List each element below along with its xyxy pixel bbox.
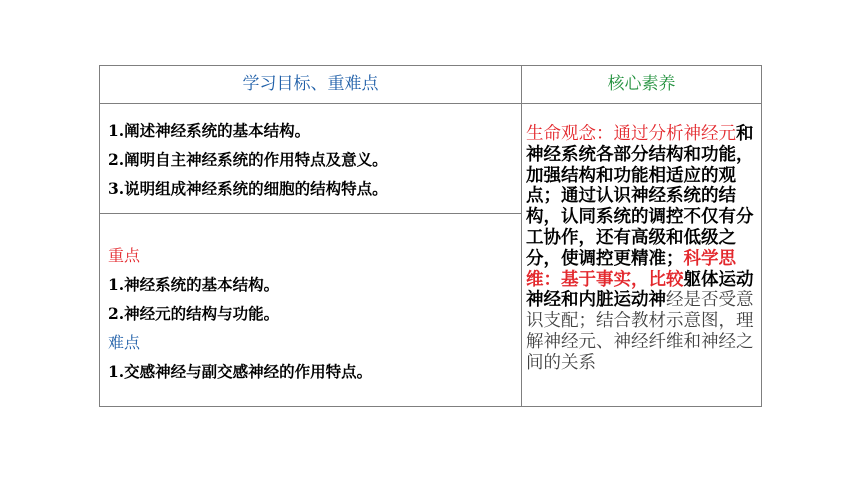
- life-concept-label: 生命观念：通过分析神经元: [526, 124, 736, 144]
- difficult-points-label: 难点: [108, 333, 141, 352]
- key-point-item: 1.神经系统的基本结构。: [108, 275, 280, 294]
- objectives-table: [99, 65, 762, 407]
- goal-item: 3.说明组成神经系统的细胞的结构特点。: [108, 179, 388, 198]
- key-points-label: 重点: [108, 246, 141, 265]
- learning-goals-list: [108, 116, 513, 203]
- goal-item: 2.阐明自主神经系统的作用特点及意义。: [108, 150, 388, 169]
- header-core-literacy: 核心素养: [607, 74, 676, 94]
- goals-divider: [100, 213, 521, 214]
- life-concept-body: 和神经系统各部分结构和功能，加强结构和功能相适应的观点；通过认识神经系统的结构，认同系统的调控不仅有分工协作，还有高级和低级之分，使调控更精准；: [526, 124, 754, 269]
- core-literacy-text: [526, 124, 762, 374]
- key-difficult-points: [108, 241, 513, 386]
- key-point-item: 2.神经元的结构与功能。: [108, 304, 280, 323]
- science-thinking-light: 经是否受意识支配；结合教材示意图，理解神经元、神经纤维和神经之间的关系: [526, 290, 754, 373]
- science-thinking-bold: 躯体运动神经和内脏运动神: [526, 269, 754, 311]
- science-thinking-label: 科学思维：基于事实，比较: [526, 248, 736, 290]
- difficult-point-item: 1.交感神经与副交感神经的作用特点。: [108, 362, 373, 381]
- column-divider: [521, 66, 522, 406]
- header-learning-goals: 学习目标、重难点: [242, 74, 379, 94]
- header-divider: [100, 103, 761, 104]
- goal-item: 1.阐述神经系统的基本结构。: [108, 121, 311, 140]
